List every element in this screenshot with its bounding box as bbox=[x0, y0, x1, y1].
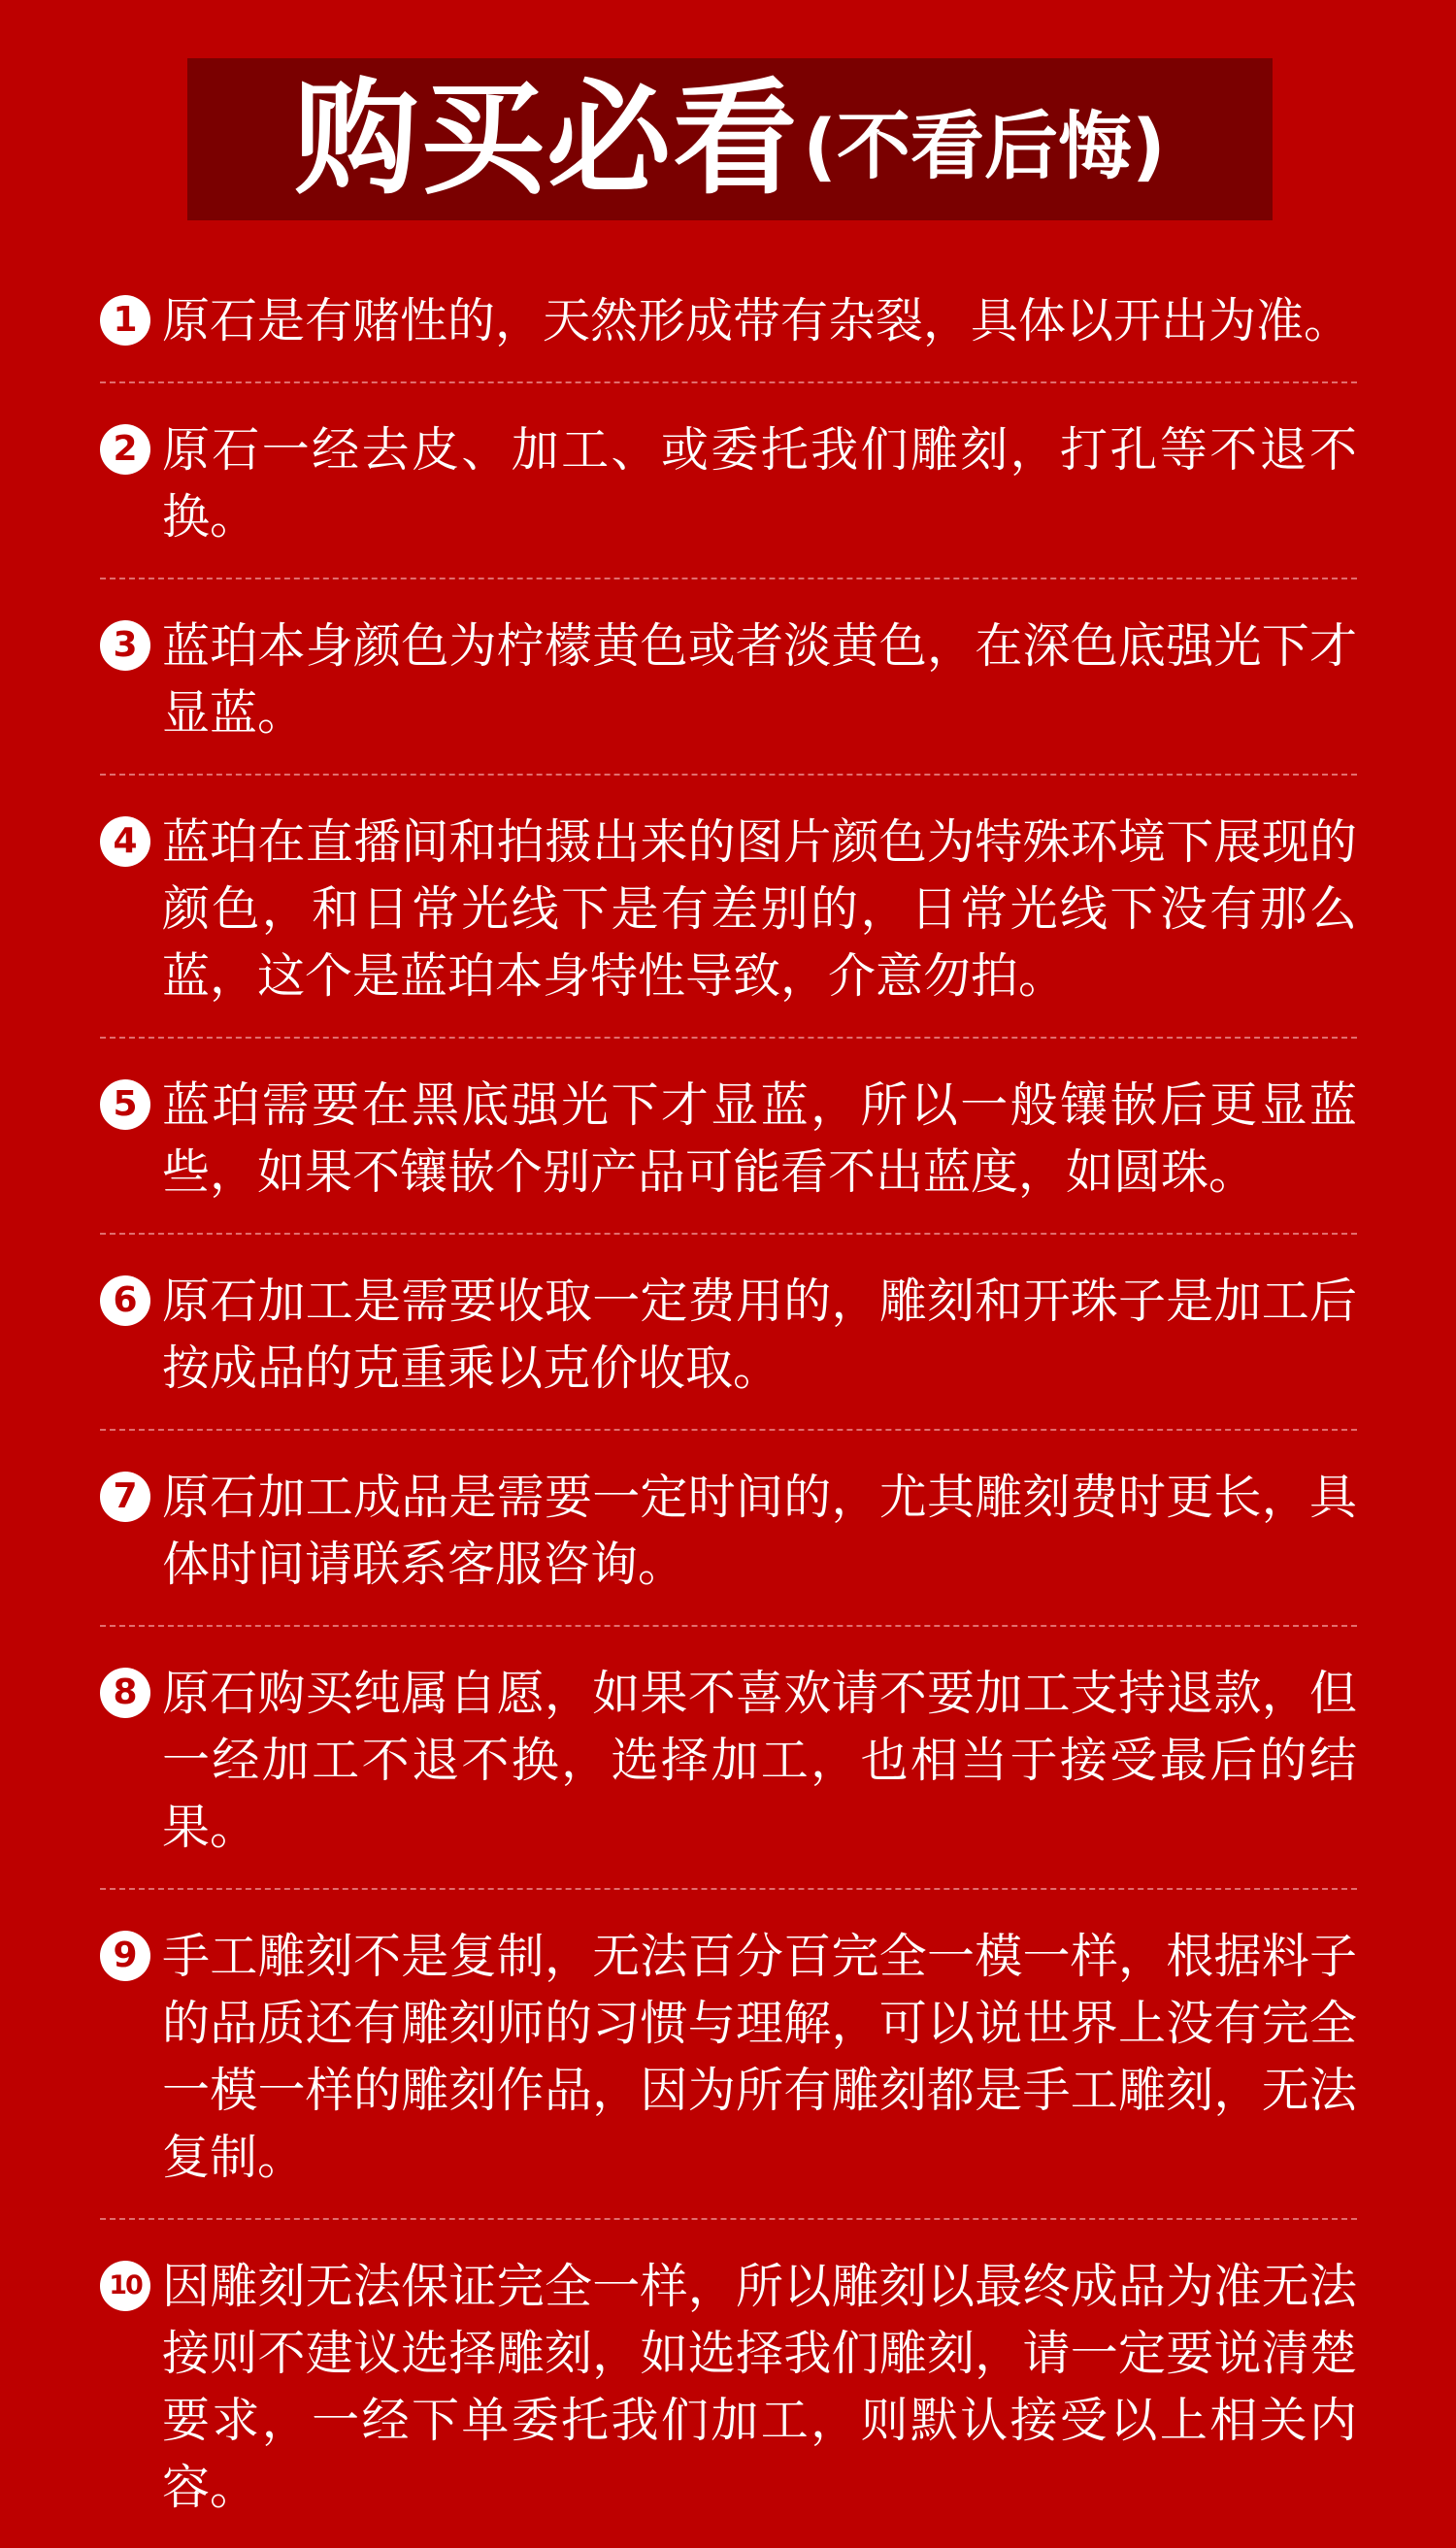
notice-text: 原石购买纯属自愿，如果不喜欢请不要加工支持退款，但一经加工不退不换，选择加工，也相当于接受最后的结果。 bbox=[162, 1666, 1357, 1855]
notice-item-8 bbox=[100, 1627, 1357, 1890]
number-badge-icon: 3 bbox=[100, 620, 150, 671]
page-title: 购买必看 bbox=[294, 66, 800, 212]
notice-text: 因雕刻无法保证完全一样，所以雕刻以最终成品为准无法接则不建议选择雕刻，如选择我们雕刻，请一定要说清楚要求，一经下单委托我们加工，则默认接受以上相关内容。 bbox=[162, 2259, 1357, 2515]
number-badge-icon: 5 bbox=[100, 1079, 150, 1130]
number-badge-icon: 7 bbox=[100, 1472, 150, 1522]
title-banner bbox=[187, 58, 1273, 220]
notice-text: 蓝珀本身颜色为柠檬黄色或者淡黄色，在深色底强光下才显蓝。 bbox=[162, 618, 1357, 741]
notice-text: 蓝珀在直播间和拍摄出来的图片颜色为特殊环境下展现的颜色，和日常光线下是有差别的，日常光线下没有那么蓝，这个是蓝珀本身特性导致，介意勿拍。 bbox=[162, 814, 1357, 1004]
notice-text: 原石是有赌性的，天然形成带有杂裂，具体以开出为准。 bbox=[162, 293, 1352, 348]
notice-text: 蓝珀需要在黑底强光下才显蓝，所以一般镶嵌后更显蓝些，如果不镶嵌个别产品可能看不出蓝度，如圆珠。 bbox=[162, 1077, 1357, 1200]
notice-text: 原石加工成品是需要一定时间的，尤其雕刻费时更长，具体时间请联系客服咨询。 bbox=[162, 1470, 1357, 1592]
notice-item-9 bbox=[100, 1890, 1357, 2220]
notice-item-4 bbox=[100, 776, 1357, 1039]
number-badge-icon: 10 bbox=[100, 2261, 150, 2311]
notice-text: 原石加工是需要收取一定费用的，雕刻和开珠子是加工后按成品的克重乘以克价收取。 bbox=[162, 1274, 1357, 1396]
number-badge-icon: 1 bbox=[100, 295, 150, 346]
notice-item-10 bbox=[100, 2220, 1357, 2548]
number-badge-icon: 8 bbox=[100, 1668, 150, 1718]
notice-item-3 bbox=[100, 579, 1357, 776]
notice-text: 手工雕刻不是复制，无法百分百完全一模一样，根据料子的品质还有雕刻师的习惯与理解，可以说世界上没有完全一模一样的雕刻作品，因为所有雕刻都是手工雕刻，无法复制。 bbox=[162, 1929, 1357, 2185]
notice-item-7 bbox=[100, 1431, 1357, 1627]
notice-list bbox=[100, 252, 1357, 2548]
number-badge-icon: 2 bbox=[100, 424, 150, 475]
notice-item-2 bbox=[100, 383, 1357, 579]
notice-item-5 bbox=[100, 1039, 1357, 1235]
notice-text: 原石一经去皮、加工、或委托我们雕刻，打孔等不退不换。 bbox=[162, 422, 1357, 545]
page-subtitle: (不看后悔) bbox=[803, 102, 1166, 189]
number-badge-icon: 6 bbox=[100, 1275, 150, 1326]
number-badge-icon: 9 bbox=[100, 1931, 150, 1981]
number-badge-icon: 4 bbox=[100, 816, 150, 867]
notice-item-1 bbox=[100, 252, 1357, 383]
notice-item-6 bbox=[100, 1235, 1357, 1431]
